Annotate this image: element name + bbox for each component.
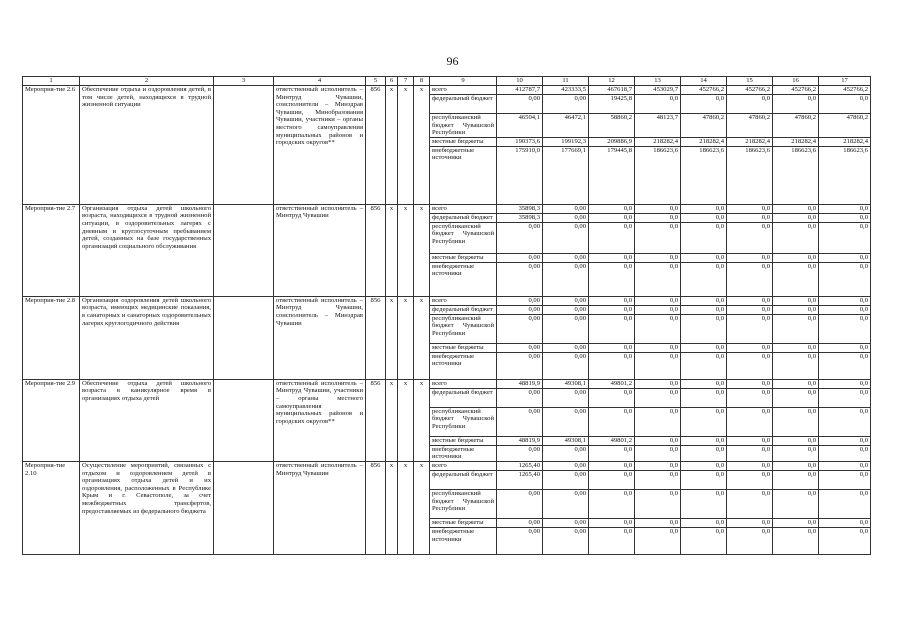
amount-cell: 0,00 <box>543 445 589 461</box>
empty-cell <box>214 461 274 554</box>
amount-cell: 0,0 <box>635 461 681 470</box>
amount-cell: 175910,0 <box>497 146 543 204</box>
measure-name: Обеспечение отдыха детей школьного возраста в каникулярное время в организациях отдыха детей <box>80 379 214 461</box>
budget-code: x <box>414 461 430 554</box>
amount-cell: 46504,1 <box>497 114 543 138</box>
amount-cell: 0,0 <box>727 527 773 554</box>
amount-cell: 0,0 <box>727 222 773 253</box>
amount-cell: 0,0 <box>773 262 819 296</box>
amount-cell: 0,0 <box>727 461 773 470</box>
amount-cell: 0,0 <box>773 527 819 554</box>
table-row <box>23 379 871 388</box>
funding-source: республиканский бюджет Чувашской Республики <box>430 407 497 436</box>
amount-cell: 0,00 <box>497 445 543 461</box>
amount-cell: 58860,2 <box>589 114 635 138</box>
amount-cell: 0,0 <box>819 352 871 379</box>
budget-code: x <box>414 296 430 379</box>
page-number: 96 <box>446 54 459 68</box>
amount-cell: 0,0 <box>819 204 871 213</box>
amount-cell: 0,0 <box>589 352 635 379</box>
funding-source: внебюджетные источники <box>430 445 497 461</box>
measure-name: Осуществление мероприятий, связанных с отдыхом и оздоровлением детей в организациях отдыха детей и их оздоровления, расположенных в Республике Крым и г. Севастополе, за счет межбюджетных трансфертов, предоставляемых из федерального бюджета <box>80 461 214 554</box>
funding-source: местные бюджеты <box>430 343 497 352</box>
budget-code: x <box>414 204 430 296</box>
amount-cell: 0,0 <box>819 518 871 527</box>
empty-cell <box>214 296 274 379</box>
amount-cell: 35898,3 <box>497 204 543 213</box>
column-number-cell: 15 <box>727 77 773 86</box>
amount-cell: 0,0 <box>635 407 681 436</box>
funding-source: республиканский бюджет Чувашской Республики <box>430 114 497 138</box>
amount-cell: 0,0 <box>819 95 871 114</box>
amount-cell: 0,00 <box>497 518 543 527</box>
funding-source: внебюджетные источники <box>430 352 497 379</box>
amount-cell: 0,0 <box>727 352 773 379</box>
amount-cell: 0,0 <box>819 222 871 253</box>
amount-cell: 0,0 <box>819 436 871 445</box>
amount-cell: 0,0 <box>773 314 819 343</box>
funding-source: федеральный бюджет <box>430 95 497 114</box>
amount-cell: 0,0 <box>773 213 819 222</box>
amount-cell: 0,0 <box>727 253 773 262</box>
amount-cell: 47860,2 <box>681 114 727 138</box>
amount-cell: 0,0 <box>589 407 635 436</box>
amount-cell: 0,0 <box>727 518 773 527</box>
column-number-cell: 12 <box>589 77 635 86</box>
amount-cell: 0,00 <box>543 305 589 314</box>
amount-cell: 0,0 <box>635 262 681 296</box>
amount-cell: 48123,7 <box>635 114 681 138</box>
amount-cell: 0,0 <box>635 489 681 518</box>
amount-cell: 0,0 <box>819 314 871 343</box>
amount-cell: 0,0 <box>819 461 871 470</box>
empty-cell <box>214 204 274 296</box>
amount-cell: 186623,6 <box>635 146 681 204</box>
amount-cell: 0,0 <box>589 388 635 407</box>
amount-cell: 0,0 <box>727 445 773 461</box>
empty-cell <box>214 86 274 205</box>
amount-cell: 452766,2 <box>819 86 871 95</box>
amount-cell: 452766,2 <box>727 86 773 95</box>
funding-source: федеральный бюджет <box>430 305 497 314</box>
amount-cell: 47860,2 <box>819 114 871 138</box>
funding-source: федеральный бюджет <box>430 388 497 407</box>
amount-cell: 186623,6 <box>819 146 871 204</box>
amount-cell: 49801,2 <box>589 379 635 388</box>
amount-cell: 0,0 <box>681 470 727 489</box>
amount-cell: 0,0 <box>773 305 819 314</box>
amount-cell: 0,0 <box>819 388 871 407</box>
measure-name: Обеспечение отдыха и оздоровления детей, в том числе детей, находящихся в трудной жизненной ситуации <box>80 86 214 205</box>
amount-cell: 0,0 <box>773 222 819 253</box>
column-number-cell: 7 <box>398 77 414 86</box>
amount-cell: 0,0 <box>589 222 635 253</box>
budget-code: 856 <box>366 204 386 296</box>
column-number-cell: 10 <box>497 77 543 86</box>
amount-cell: 0,0 <box>589 445 635 461</box>
responsible-executors: ответственный исполнитель – Минтруд Чувашии, участники – органы местного самоуправления муниципальных районов и городских округов** <box>274 379 366 461</box>
amount-cell: 0,0 <box>727 379 773 388</box>
amount-cell: 0,0 <box>681 407 727 436</box>
amount-cell: 0,0 <box>681 489 727 518</box>
amount-cell: 0,00 <box>543 204 589 213</box>
amount-cell: 177669,1 <box>543 146 589 204</box>
column-number-cell: 5 <box>366 77 386 86</box>
amount-cell: 0,0 <box>727 204 773 213</box>
amount-cell: 0,0 <box>635 352 681 379</box>
amount-cell: 0,0 <box>819 253 871 262</box>
amount-cell: 0,00 <box>543 343 589 352</box>
amount-cell: 0,0 <box>635 379 681 388</box>
table-row <box>23 204 871 213</box>
amount-cell: 0,00 <box>543 213 589 222</box>
amount-cell: 0,0 <box>635 222 681 253</box>
column-number-cell: 4 <box>274 77 366 86</box>
amount-cell: 0,0 <box>819 343 871 352</box>
responsible-executors: ответственный исполнитель – Минтруд Чувашии <box>274 204 366 296</box>
amount-cell: 0,0 <box>589 527 635 554</box>
amount-cell: 0,0 <box>681 314 727 343</box>
column-number-cell: 14 <box>681 77 727 86</box>
amount-cell: 0,0 <box>819 407 871 436</box>
funding-source: всего <box>430 296 497 305</box>
amount-cell: 0,00 <box>497 305 543 314</box>
amount-cell: 46472,1 <box>543 114 589 138</box>
budget-code: x <box>398 379 414 461</box>
amount-cell: 0,0 <box>819 262 871 296</box>
budget-code: x <box>398 461 414 554</box>
amount-cell: 0,0 <box>773 470 819 489</box>
amount-cell: 0,0 <box>819 489 871 518</box>
amount-cell: 218282,4 <box>773 137 819 146</box>
amount-cell: 47860,2 <box>727 114 773 138</box>
amount-cell: 0,0 <box>727 95 773 114</box>
amount-cell: 49308,1 <box>543 436 589 445</box>
amount-cell: 49801,2 <box>589 436 635 445</box>
funding-source: местные бюджеты <box>430 253 497 262</box>
amount-cell: 0,0 <box>589 253 635 262</box>
responsible-executors: ответственный исполнитель – Минтруд Чувашии <box>274 461 366 554</box>
funding-source: внебюджетные источники <box>430 146 497 204</box>
funding-source: всего <box>430 86 497 95</box>
amount-cell: 0,0 <box>681 253 727 262</box>
budget-code: 856 <box>366 86 386 205</box>
amount-cell: 0,0 <box>635 470 681 489</box>
amount-cell: 218282,4 <box>727 137 773 146</box>
amount-cell: 452766,2 <box>773 86 819 95</box>
amount-cell: 0,0 <box>589 213 635 222</box>
amount-cell: 0,0 <box>773 461 819 470</box>
amount-cell: 0,00 <box>497 527 543 554</box>
amount-cell: 0,0 <box>681 436 727 445</box>
amount-cell: 0,0 <box>589 314 635 343</box>
budget-code: x <box>398 296 414 379</box>
amount-cell: 423333,5 <box>543 86 589 95</box>
amount-cell: 218282,4 <box>681 137 727 146</box>
amount-cell: 0,0 <box>681 262 727 296</box>
amount-cell: 0,00 <box>497 388 543 407</box>
budget-code: x <box>398 86 414 205</box>
amount-cell: 0,0 <box>681 222 727 253</box>
amount-cell: 218282,4 <box>819 137 871 146</box>
amount-cell: 0,0 <box>727 213 773 222</box>
measure-id: Мероприя-тие 2.7 <box>23 204 80 296</box>
amount-cell: 0,0 <box>773 379 819 388</box>
amount-cell: 0,0 <box>635 436 681 445</box>
funding-source: местные бюджеты <box>430 436 497 445</box>
amount-cell: 0,0 <box>589 470 635 489</box>
amount-cell: 0,0 <box>681 445 727 461</box>
amount-cell: 0,00 <box>543 518 589 527</box>
amount-cell: 0,0 <box>819 213 871 222</box>
amount-cell: 0,00 <box>497 253 543 262</box>
budget-code: x <box>386 379 398 461</box>
amount-cell: 0,00 <box>543 222 589 253</box>
amount-cell: 0,00 <box>543 352 589 379</box>
amount-cell: 0,0 <box>773 407 819 436</box>
funding-source: федеральный бюджет <box>430 470 497 489</box>
program-table <box>22 76 871 555</box>
amount-cell: 0,0 <box>819 445 871 461</box>
budget-code: x <box>386 204 398 296</box>
amount-cell: 0,0 <box>773 95 819 114</box>
funding-source: внебюджетные источники <box>430 527 497 554</box>
amount-cell: 218282,4 <box>635 137 681 146</box>
amount-cell: 209886,9 <box>589 137 635 146</box>
empty-cell <box>214 379 274 461</box>
amount-cell: 0,00 <box>497 296 543 305</box>
amount-cell: 0,0 <box>773 388 819 407</box>
amount-cell: 19425,8 <box>589 95 635 114</box>
amount-cell: 0,0 <box>819 379 871 388</box>
column-number-cell: 2 <box>80 77 214 86</box>
amount-cell: 0,0 <box>681 213 727 222</box>
amount-cell: 0,00 <box>543 470 589 489</box>
amount-cell: 0,0 <box>773 204 819 213</box>
amount-cell: 412787,7 <box>497 86 543 95</box>
amount-cell: 0,0 <box>773 436 819 445</box>
amount-cell: 0,00 <box>543 461 589 470</box>
amount-cell: 0,0 <box>819 305 871 314</box>
budget-code: x <box>386 461 398 554</box>
amount-cell: 0,0 <box>819 296 871 305</box>
amount-cell: 0,0 <box>589 262 635 296</box>
amount-cell: 0,0 <box>635 253 681 262</box>
amount-cell: 0,0 <box>681 296 727 305</box>
column-number-cell: 13 <box>635 77 681 86</box>
responsible-executors: ответственный исполнитель – Минтруд Чувашии, соисполнитель – Минздрав Чувашии <box>274 296 366 379</box>
amount-cell: 186623,6 <box>727 146 773 204</box>
amount-cell: 0,0 <box>681 343 727 352</box>
amount-cell: 48819,9 <box>497 436 543 445</box>
column-number-cell: 3 <box>214 77 274 86</box>
amount-cell: 0,0 <box>727 343 773 352</box>
amount-cell: 0,0 <box>635 518 681 527</box>
amount-cell: 0,0 <box>681 204 727 213</box>
amount-cell: 0,0 <box>635 95 681 114</box>
funding-source: всего <box>430 204 497 213</box>
amount-cell: 0,00 <box>543 95 589 114</box>
amount-cell: 0,00 <box>543 314 589 343</box>
amount-cell: 0,0 <box>773 489 819 518</box>
amount-cell: 0,0 <box>773 343 819 352</box>
amount-cell: 0,0 <box>727 407 773 436</box>
budget-code: x <box>386 296 398 379</box>
amount-cell: 0,0 <box>681 518 727 527</box>
budget-code: x <box>414 86 430 205</box>
funding-source: республиканский бюджет Чувашской Республики <box>430 489 497 518</box>
amount-cell: 190373,6 <box>497 137 543 146</box>
amount-cell: 0,00 <box>543 407 589 436</box>
responsible-executors: ответственный исполнитель – Минтруд Чувашии, соисполнители – Минздрав Чувашии, Минобразования Чувашии, участники – органы местного самоуправления муниципальных районов и городских округов** <box>274 86 366 205</box>
column-number-cell: 11 <box>543 77 589 86</box>
amount-cell: 0,0 <box>635 388 681 407</box>
amount-cell: 0,0 <box>727 314 773 343</box>
amount-cell: 0,0 <box>681 461 727 470</box>
budget-code: x <box>386 86 398 205</box>
amount-cell: 0,0 <box>635 445 681 461</box>
amount-cell: 453029,7 <box>635 86 681 95</box>
amount-cell: 0,0 <box>635 314 681 343</box>
amount-cell: 0,00 <box>543 262 589 296</box>
amount-cell: 0,0 <box>635 527 681 554</box>
column-number-cell: 9 <box>430 77 497 86</box>
funding-source: республиканский бюджет Чувашской Республики <box>430 222 497 253</box>
amount-cell: 186623,6 <box>681 146 727 204</box>
amount-cell: 0,0 <box>589 343 635 352</box>
amount-cell: 0,0 <box>635 204 681 213</box>
column-number-cell: 1 <box>23 77 80 86</box>
amount-cell: 0,0 <box>727 436 773 445</box>
amount-cell: 186623,6 <box>773 146 819 204</box>
amount-cell: 0,0 <box>589 461 635 470</box>
amount-cell: 199192,3 <box>543 137 589 146</box>
amount-cell: 1265,40 <box>497 461 543 470</box>
amount-cell: 0,0 <box>773 518 819 527</box>
amount-cell: 0,0 <box>589 296 635 305</box>
amount-cell: 0,00 <box>497 314 543 343</box>
amount-cell: 0,0 <box>589 489 635 518</box>
amount-cell: 0,0 <box>681 388 727 407</box>
budget-code: 856 <box>366 296 386 379</box>
funding-source: всего <box>430 461 497 470</box>
column-number-cell: 17 <box>819 77 871 86</box>
amount-cell: 0,00 <box>543 296 589 305</box>
amount-cell: 0,00 <box>543 388 589 407</box>
amount-cell: 0,0 <box>589 305 635 314</box>
amount-cell: 0,0 <box>727 470 773 489</box>
table-row <box>23 296 871 305</box>
amount-cell: 1265,40 <box>497 470 543 489</box>
amount-cell: 0,00 <box>543 489 589 518</box>
amount-cell: 179445,8 <box>589 146 635 204</box>
budget-code: x <box>398 204 414 296</box>
amount-cell: 0,00 <box>497 352 543 379</box>
funding-source: местные бюджеты <box>430 518 497 527</box>
amount-cell: 0,00 <box>497 489 543 518</box>
amount-cell: 0,0 <box>773 352 819 379</box>
amount-cell: 0,00 <box>497 343 543 352</box>
budget-code: 856 <box>366 461 386 554</box>
amount-cell: 0,0 <box>819 527 871 554</box>
funding-source: республиканский бюджет Чувашской Республики <box>430 314 497 343</box>
amount-cell: 0,00 <box>497 262 543 296</box>
funding-source: местные бюджеты <box>430 137 497 146</box>
amount-cell: 0,00 <box>497 222 543 253</box>
table-row <box>23 461 871 470</box>
measure-name: Организация оздоровления детей школьного возраста, имеющих медицинские показания, в санаторных и санаторных оздоровительных лагерях круглогодичного действия <box>80 296 214 379</box>
amount-cell: 0,00 <box>497 95 543 114</box>
amount-cell: 0,0 <box>635 296 681 305</box>
column-number-cell: 16 <box>773 77 819 86</box>
column-number-row <box>23 77 871 86</box>
amount-cell: 452766,2 <box>681 86 727 95</box>
amount-cell: 0,0 <box>773 253 819 262</box>
amount-cell: 0,00 <box>497 407 543 436</box>
amount-cell: 0,0 <box>727 489 773 518</box>
amount-cell: 0,0 <box>773 296 819 305</box>
amount-cell: 0,00 <box>543 253 589 262</box>
amount-cell: 0,0 <box>589 204 635 213</box>
amount-cell: 0,0 <box>773 445 819 461</box>
amount-cell: 48819,9 <box>497 379 543 388</box>
budget-code: x <box>414 379 430 461</box>
table-row <box>23 86 871 95</box>
amount-cell: 0,0 <box>589 518 635 527</box>
amount-cell: 49308,1 <box>543 379 589 388</box>
measure-id: Мероприя-тие 2.9 <box>23 379 80 461</box>
amount-cell: 35898,3 <box>497 213 543 222</box>
amount-cell: 467618,7 <box>589 86 635 95</box>
amount-cell: 0,0 <box>819 470 871 489</box>
amount-cell: 47860,2 <box>773 114 819 138</box>
column-number-cell: 6 <box>386 77 398 86</box>
funding-source: всего <box>430 379 497 388</box>
measure-name: Организация отдыха детей школьного возраста, находящихся в трудной жизненной ситуации, в оздоровительных лагерях с дневным и круглосуточным пребыванием детей, созданных на базе государственных организаций социального обслуживания <box>80 204 214 296</box>
amount-cell: 0,0 <box>681 305 727 314</box>
amount-cell: 0,0 <box>681 527 727 554</box>
amount-cell: 0,0 <box>727 262 773 296</box>
amount-cell: 0,0 <box>635 213 681 222</box>
amount-cell: 0,0 <box>727 305 773 314</box>
measure-id: Мероприя-тие 2.6 <box>23 86 80 205</box>
amount-cell: 0,0 <box>635 305 681 314</box>
amount-cell: 0,0 <box>681 95 727 114</box>
amount-cell: 0,0 <box>681 352 727 379</box>
amount-cell: 0,0 <box>635 343 681 352</box>
amount-cell: 0,0 <box>727 388 773 407</box>
amount-cell: 0,00 <box>543 527 589 554</box>
funding-source: федеральный бюджет <box>430 213 497 222</box>
amount-cell: 0,0 <box>727 296 773 305</box>
measure-id: Мероприя-тие 2.8 <box>23 296 80 379</box>
amount-cell: 0,0 <box>681 379 727 388</box>
funding-source: внебюджетные источники <box>430 262 497 296</box>
budget-code: 856 <box>366 379 386 461</box>
measure-id: Мероприя-тие 2.10 <box>23 461 80 554</box>
column-number-cell: 8 <box>414 77 430 86</box>
